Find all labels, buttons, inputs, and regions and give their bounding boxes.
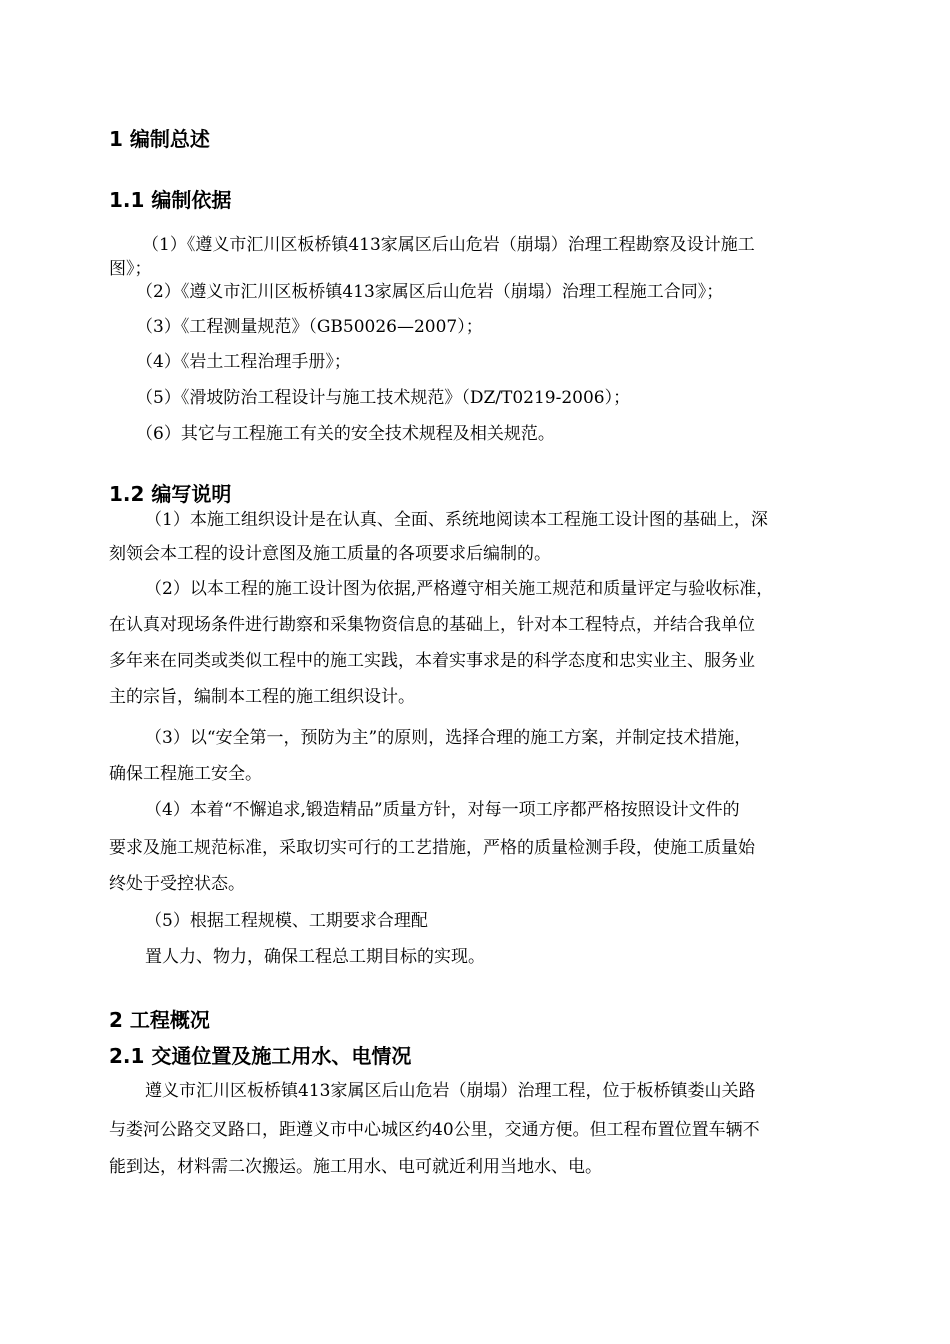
paragraph-line: 终处于受控状态。 xyxy=(109,874,245,894)
paragraph-line: 与娄河公路交叉路口，距遵义市中心城区约40公里，交通方便。但工程布置位置车辆不 xyxy=(109,1120,760,1140)
paragraph-line: （2）以本工程的施工设计图为依据,严格遵守相关施工规范和质量评定与验收标准， xyxy=(145,579,774,599)
heading-1-2: 1.2 编写说明 xyxy=(109,482,232,506)
paragraph-line: 要求及施工规范标准，采取切实可行的工艺措施，严格的质量检测手段，使施工质量始 xyxy=(109,838,755,858)
paragraph-line: 多年来在同类或类似工程中的施工实践，本着实事求是的科学态度和忠实业主、服务业 xyxy=(109,651,755,671)
heading-1: 1 编制总述 xyxy=(109,127,210,151)
paragraph-line: 置人力、物力，确保工程总工期目标的实现。 xyxy=(145,947,485,967)
reference-item-5: （5）《滑坡防治工程设计与施工技术规范》（DZ/T0219-2006）； xyxy=(136,388,631,408)
paragraph-line: 确保工程施工安全。 xyxy=(109,764,262,784)
reference-item-2: （2）《遵义市汇川区板桥镇413家属区后山危岩（崩塌）治理工程施工合同》； xyxy=(136,282,724,302)
paragraph-line: 主的宗旨，编制本工程的施工组织设计。 xyxy=(109,687,415,707)
paragraph-line: （4）本着“不懈追求,锻造精品”质量方针，对每一项工序都严格按照设计文件的 xyxy=(145,800,740,820)
heading-1-1: 1.1 编制依据 xyxy=(109,188,232,212)
reference-item-4: （4）《岩土工程治理手册》； xyxy=(136,352,351,372)
reference-item-1: （1）《遵义市汇川区板桥镇413家属区后山危岩（崩塌）治理工程勘察及设计施工 xyxy=(142,235,755,255)
paragraph-line: （1）本施工组织设计是在认真、全面、系统地阅读本工程施工设计图的基础上，深 xyxy=(145,510,768,530)
paragraph-line: 刻领会本工程的设计意图及施工质量的各项要求后编制的。 xyxy=(109,544,551,564)
paragraph-line: 在认真对现场条件进行勘察和采集物资信息的基础上，针对本工程特点，并结合我单位 xyxy=(109,615,755,635)
paragraph-line: （3）以“安全第一，预防为主”的原则，选择合理的施工方案，并制定技术措施， xyxy=(145,728,752,748)
reference-item-6: （6）其它与工程施工有关的安全技术规程及相关规范。 xyxy=(136,424,555,444)
heading-2: 2 工程概况 xyxy=(109,1008,210,1032)
reference-item-3: （3）《工程测量规范》（GB50026—2007）； xyxy=(136,317,483,337)
reference-item-1-cont: 图》； xyxy=(109,259,152,279)
paragraph-line: 遵义市汇川区板桥镇413家属区后山危岩（崩塌）治理工程，位于板桥镇娄山关路 xyxy=(145,1081,756,1101)
paragraph-line: 能到达，材料需二次搬运。施工用水、电可就近利用当地水、电。 xyxy=(109,1157,602,1177)
paragraph-line: （5）根据工程规模、工期要求合理配 xyxy=(145,911,428,931)
heading-2-1: 2.1 交通位置及施工用水、电情况 xyxy=(109,1044,412,1068)
